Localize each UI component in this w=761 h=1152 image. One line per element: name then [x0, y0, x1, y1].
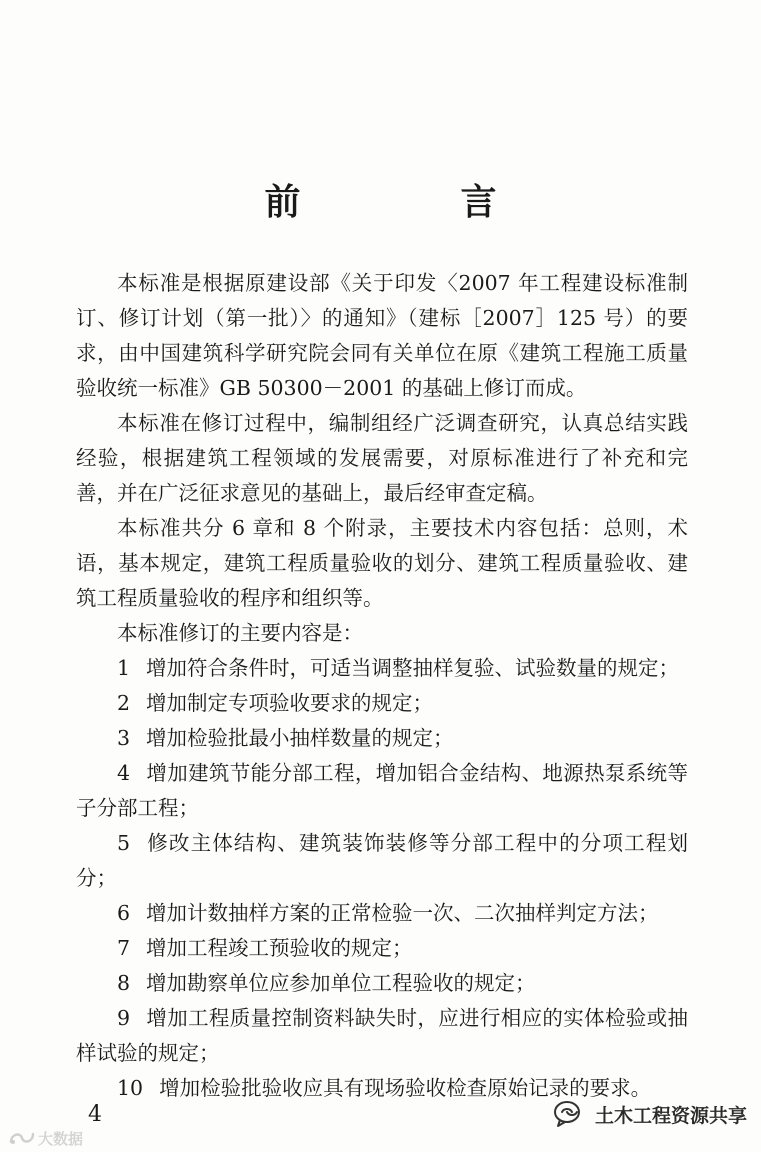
- list-item: [76, 826, 688, 896]
- list-item-text: 增加工程竣工预验收的规定；: [146, 936, 413, 960]
- list-item-number: 8: [117, 971, 131, 995]
- list-item-number: 7: [117, 936, 131, 960]
- watermark-right-text: 土木工程资源共享: [594, 1104, 747, 1127]
- list-item-text: 增加勘察单位应参加单位工程验收的规定；: [146, 971, 536, 995]
- list-item: [76, 721, 688, 756]
- list-item-text: 增加检验批最小抽样数量的规定；: [146, 726, 454, 750]
- watermark-left-text: 大数据: [38, 1129, 84, 1148]
- paragraph: 本标准修订的主要内容是：: [117, 621, 363, 645]
- list-item-text: 增加工程质量控制资料缺失时，应进行相应的实体检验或抽样试验的规定；: [76, 1006, 688, 1065]
- wechat-account-icon: [553, 1099, 587, 1129]
- list-item: [76, 966, 688, 1001]
- watermark-right: [553, 1094, 747, 1134]
- list-item-number: 3: [117, 726, 131, 750]
- list-item-number: 2: [117, 691, 131, 715]
- list-item: [76, 756, 688, 826]
- list-item-number: 1: [117, 656, 131, 680]
- list-item-text: 增加检验批验收应具有现场验收检查原始记录的要求。: [159, 1076, 652, 1100]
- list-item: [76, 896, 688, 931]
- paragraph: 本标准共分 6 章和 8 个附录，主要技术内容包括：总则，术语，基本规定，建筑工程质量验收的划分、建筑工程质量验收、建筑工程质量验收的程序和组织等。: [76, 516, 688, 610]
- list-item-number: 10: [117, 1076, 144, 1100]
- page-number: 4: [88, 1102, 102, 1127]
- watermark-left: [8, 1128, 83, 1148]
- list-item-text: 增加符合条件时，可适当调整抽样复验、试验数量的规定；: [146, 656, 680, 680]
- logo-mark-icon: [8, 1130, 36, 1146]
- list-item: [76, 931, 688, 966]
- list-item-text: 修改主体结构、建筑装饰装修等分部工程中的分项工程划分；: [76, 831, 688, 890]
- list-item-number: 6: [117, 901, 131, 925]
- list-item-number: 9: [117, 1006, 131, 1030]
- page-title: 前 言: [264, 181, 559, 223]
- list-item-text: 增加建筑节能分部工程，增加铝合金结构、地源热泵系统等子分部工程；: [76, 761, 688, 820]
- preface-body: [76, 266, 688, 1106]
- paragraph: 本标准是根据原建设部《关于印发〈2007 年工程建设标准制订、修订计划（第一批）〉的通知》（建标［2007］125 号）的要求，由中国建筑科学研究院会同有关单位在原《建筑工程施工质量验收统一标准》GB 50300－2001 的基础上修订而成。: [76, 271, 688, 400]
- list-item-number: 5: [117, 831, 131, 855]
- list-item-number: 4: [117, 761, 131, 785]
- list-item: [76, 1001, 688, 1071]
- list-item-text: 增加制定专项验收要求的规定；: [146, 691, 434, 715]
- list-item-text: 增加计数抽样方案的正常检验一次、二次抽样判定方法；: [146, 901, 659, 925]
- paragraph: 本标准在修订过程中，编制组经广泛调查研究，认真总结实践经验，根据建筑工程领域的发展需要，对原标准进行了补充和完善，并在广泛征求意见的基础上，最后经审查定稿。: [76, 411, 688, 505]
- list-item: [76, 651, 688, 686]
- list-item: [76, 686, 688, 721]
